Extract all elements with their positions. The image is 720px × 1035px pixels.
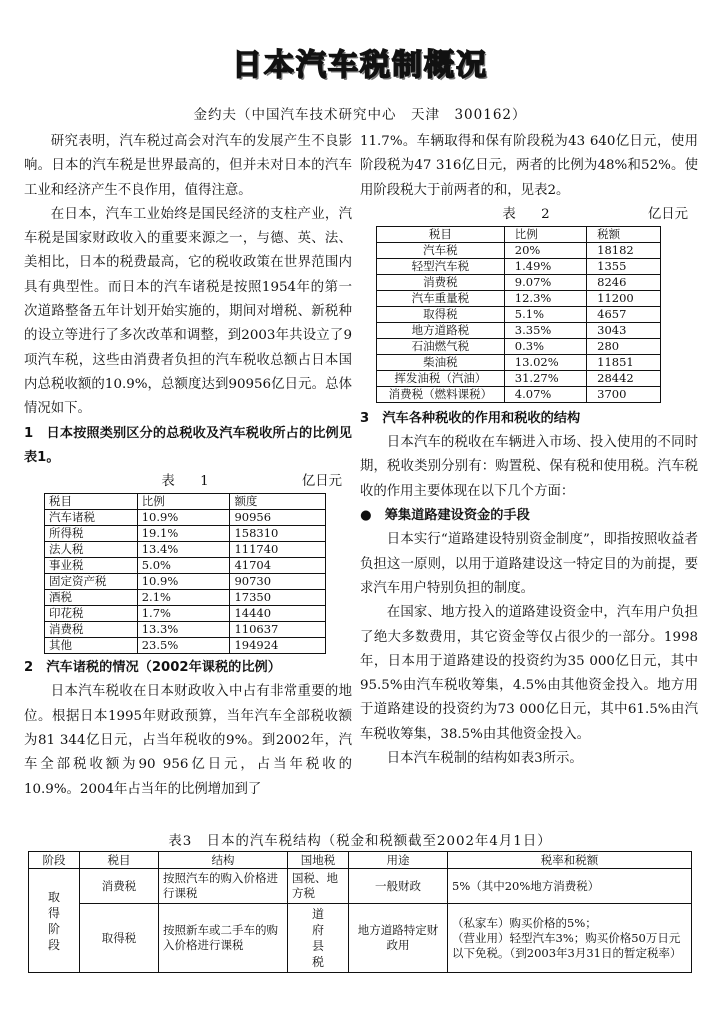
table-row (45, 622, 326, 638)
table-cell: 110637 (230, 622, 326, 638)
table-cell: 280 (587, 338, 661, 354)
table-cell: 41704 (230, 558, 326, 574)
table-cell: 18182 (587, 242, 661, 258)
table-cell: 13.4% (137, 542, 230, 558)
paragraph-table3-ref: 日本汽车税制的结构如表3所示。 (386, 751, 583, 767)
bullet-heading: ● 筹集道路建设资金的手段 (360, 508, 530, 524)
table-header-cell: 税率和税额 (448, 852, 692, 869)
table-cell: 轻型汽车税 (377, 258, 505, 274)
table-cell: 4.07% (504, 386, 586, 402)
table-cell: 90730 (230, 574, 326, 590)
table-row (377, 338, 661, 354)
table-cell: 19.1% (137, 526, 230, 542)
table-row (377, 290, 661, 306)
table-row (377, 242, 661, 258)
table-row (377, 322, 661, 338)
table-header-cell: 额度 (230, 494, 326, 510)
table-cell: 13.3% (137, 622, 230, 638)
table-row (45, 542, 326, 558)
table2-unit: 亿日元 (647, 206, 688, 222)
table-header-cell: 比例 (504, 226, 586, 242)
table-cell: 10.9% (137, 574, 230, 590)
table-cell: 4657 (587, 306, 661, 322)
paragraph-tax-categories: 日本汽车的税收在车辆进入市场、投入使用的不同时期，税收类别分别有：购置税、保有税和使用税。汽车税收的作用主要体现在以下几个方面： (360, 435, 698, 499)
table-cell: 194924 (230, 638, 326, 654)
table-header-cell: 税额 (587, 226, 661, 242)
paragraph-tax-share: 日本汽车税收在日本财政收入中占有非常重要的地位。根据日本1995年财政预算，当年汽车全部税收额为81 344亿日元，占当年税收的9%。到2002年，汽车全部税收额为90 956亿日元，占当年税收的10.9%。2004年占当年的比例增加到了 (24, 684, 352, 797)
table-cell: 23.5% (137, 638, 230, 654)
table1-unit: 亿日元 (301, 474, 342, 490)
table-cell: 3.35% (504, 322, 586, 338)
table1 (44, 493, 326, 654)
table-cell (288, 904, 349, 973)
table-cell: 5.1% (504, 306, 586, 322)
table-header-row (29, 852, 692, 869)
table-cell: 汽车税 (377, 242, 505, 258)
table-cell: 汽车重量税 (377, 290, 505, 306)
rate-line-commercial: （营业用）轻型汽车3%；购买价格50万日元以下免税。（到2003年3月31日的暂定税率） (452, 930, 682, 960)
table-header-cell: 结构 (159, 852, 288, 869)
table-cell: 法人税 (45, 542, 138, 558)
page-title: 日本汽车税制概况 (232, 48, 488, 83)
paragraph-overview: 在日本，汽车工业始终是国民经济的支柱产业，汽车税是国家财政收入的重要来源之一，与德、英、法、美相比，日本的税费最高，它的税收政策在世界范围内具有典型性。而日本的汽车诸税是按照1954年的第一次道路整备五年计划开始实施的，期间对增税、新税种的设立等进行了多次改革和调整，到2003年共设立了9项汽车税，这些由消费者负担的汽车税收总额占日本国内总税收额的10.9%，总额度达到90956亿日元。总体情况如下。 (24, 206, 352, 417)
table-row (377, 370, 661, 386)
table-row (377, 258, 661, 274)
section-heading-3: 3 汽车各种税收的作用和税收的结构 (360, 410, 581, 426)
table-row (377, 354, 661, 370)
paragraph-intro: 研究表明，汽车税过高会对汽车的发展产生不良影响。日本的汽车税是世界最高的，但并未对日本的汽车工业和经济产生不良作用，值得注意。 (24, 134, 352, 198)
stage-cell (29, 869, 80, 973)
table-cell: 地方道路特定财政用 (349, 904, 448, 973)
table2 (376, 226, 661, 403)
table-cell: 固定资产税 (45, 574, 138, 590)
table1-caption-row (24, 470, 352, 492)
table-row (45, 510, 326, 526)
table-row (45, 638, 326, 654)
table-cell: 事业税 (45, 558, 138, 574)
table-cell: 5%（其中20%地方消费税） (448, 869, 692, 904)
table-cell: 1355 (587, 258, 661, 274)
table-cell: 消费税 (80, 869, 159, 904)
table-cell: 2.1% (137, 590, 230, 606)
table-row (45, 558, 326, 574)
paragraph-road-investment: 在国家、地方投入的道路建设资金中，汽车用户负担了绝大多数费用，其它资金等仅占很少的一部分。1998年，日本用于道路建设的投资约为35 000亿日元，其中95.5%由汽车税收筹集，4.5%由其他资金投入。地方用于道路建设的投资约为73 000亿日元，其中61.5%由汽车税收筹集，38.5%由其他资金投入。 (360, 605, 698, 742)
table-cell: 17350 (230, 590, 326, 606)
table-cell: 158310 (230, 526, 326, 542)
table-cell: 柴油税 (377, 354, 505, 370)
table-cell: 所得税 (45, 526, 138, 542)
table-cell (448, 904, 692, 973)
table-cell: 按照汽车的购入价格进行课税 (159, 869, 288, 904)
table-row (45, 574, 326, 590)
table2-caption-row (360, 203, 698, 225)
table-cell: 一般财政 (349, 869, 448, 904)
table-header-cell: 比例 (137, 494, 230, 510)
table-header-cell: 税目 (80, 852, 159, 869)
table-row (29, 869, 692, 904)
level-label: 道府县税 (311, 907, 324, 969)
table-row (377, 386, 661, 402)
table-header-cell: 阶段 (29, 852, 80, 869)
table-cell: 28442 (587, 370, 661, 386)
right-column (360, 130, 698, 771)
rate-line-private: （私家车）购买价格的5%； (452, 915, 597, 930)
table-cell: 消费税（燃料课税） (377, 386, 505, 402)
table-row (45, 606, 326, 622)
table2-caption: 表 2 (502, 206, 556, 222)
section-heading-1: 1 日本按照类别区分的总税收及汽车税收所占的比例见表1。 (24, 425, 352, 465)
table1-caption: 表 1 (161, 474, 215, 490)
table-cell: 8246 (587, 274, 661, 290)
table-cell: 消费税 (377, 274, 505, 290)
table-cell: 挥发油税（汽油） (377, 370, 505, 386)
table-cell: 其他 (45, 638, 138, 654)
table-cell: 14440 (230, 606, 326, 622)
left-column (24, 130, 352, 802)
table-cell: 按照新车或二手车的购入价格进行课税 (159, 904, 288, 973)
table-cell: 111740 (230, 542, 326, 558)
table-cell: 汽车诸税 (45, 510, 138, 526)
table-cell: 9.07% (504, 274, 586, 290)
table-cell: 国税、地方税 (288, 869, 349, 904)
table-cell: 3700 (587, 386, 661, 402)
table-cell: 13.02% (504, 354, 586, 370)
table-cell: 10.9% (137, 510, 230, 526)
table-row (377, 306, 661, 322)
table-header-cell: 国地税 (288, 852, 349, 869)
table-cell: 酒税 (45, 590, 138, 606)
table-cell: 5.0% (137, 558, 230, 574)
table-cell: 印花税 (45, 606, 138, 622)
table-cell: 90956 (230, 510, 326, 526)
table-cell: 消费税 (45, 622, 138, 638)
table-cell: 3043 (587, 322, 661, 338)
table-cell: 取得税 (80, 904, 159, 973)
paragraph-road-fund: 日本实行“道路建设特别资金制度”，即指按照收益者负担这一原则，以用于道路建设这一特定目的为前提，要求汽车用户特别负担的制度。 (360, 532, 698, 596)
table-row (29, 904, 692, 973)
table-row (45, 590, 326, 606)
table-cell: 1.7% (137, 606, 230, 622)
author-line: 金约夫（中国汽车技术研究中心 天津 300162） (193, 107, 527, 123)
stage-label: 取得阶段 (47, 889, 60, 952)
table-header-cell: 税目 (45, 494, 138, 510)
table-header-cell: 税目 (377, 226, 505, 242)
table-header-row (45, 494, 326, 510)
table-cell: 取得税 (377, 306, 505, 322)
table-cell: 1.49% (504, 258, 586, 274)
table-cell: 11200 (587, 290, 661, 306)
table-header-row (377, 226, 661, 242)
table-cell: 0.3% (504, 338, 586, 354)
table-cell: 31.27% (504, 370, 586, 386)
table-cell: 地方道路税 (377, 322, 505, 338)
table-cell: 20% (504, 242, 586, 258)
table-header-cell: 用途 (349, 852, 448, 869)
table-row (45, 526, 326, 542)
table-row (377, 274, 661, 290)
table-cell: 12.3% (504, 290, 586, 306)
paragraph-continued: 11.7%。车辆取得和保有阶段税为43 640亿日元，使用阶段税为47 316亿日元，两者的比例为48%和52%。使用阶段税大于前两者的和，见表2。 (360, 134, 698, 198)
table-cell: 石油燃气税 (377, 338, 505, 354)
table3-caption: 表3 日本的汽车税结构（税金和税额截至2002年4月1日） (168, 834, 552, 849)
table-cell: 11851 (587, 354, 661, 370)
section-heading-2: 2 汽车诸税的情况（2002年课税的比例） (24, 660, 281, 676)
table3 (28, 851, 692, 973)
